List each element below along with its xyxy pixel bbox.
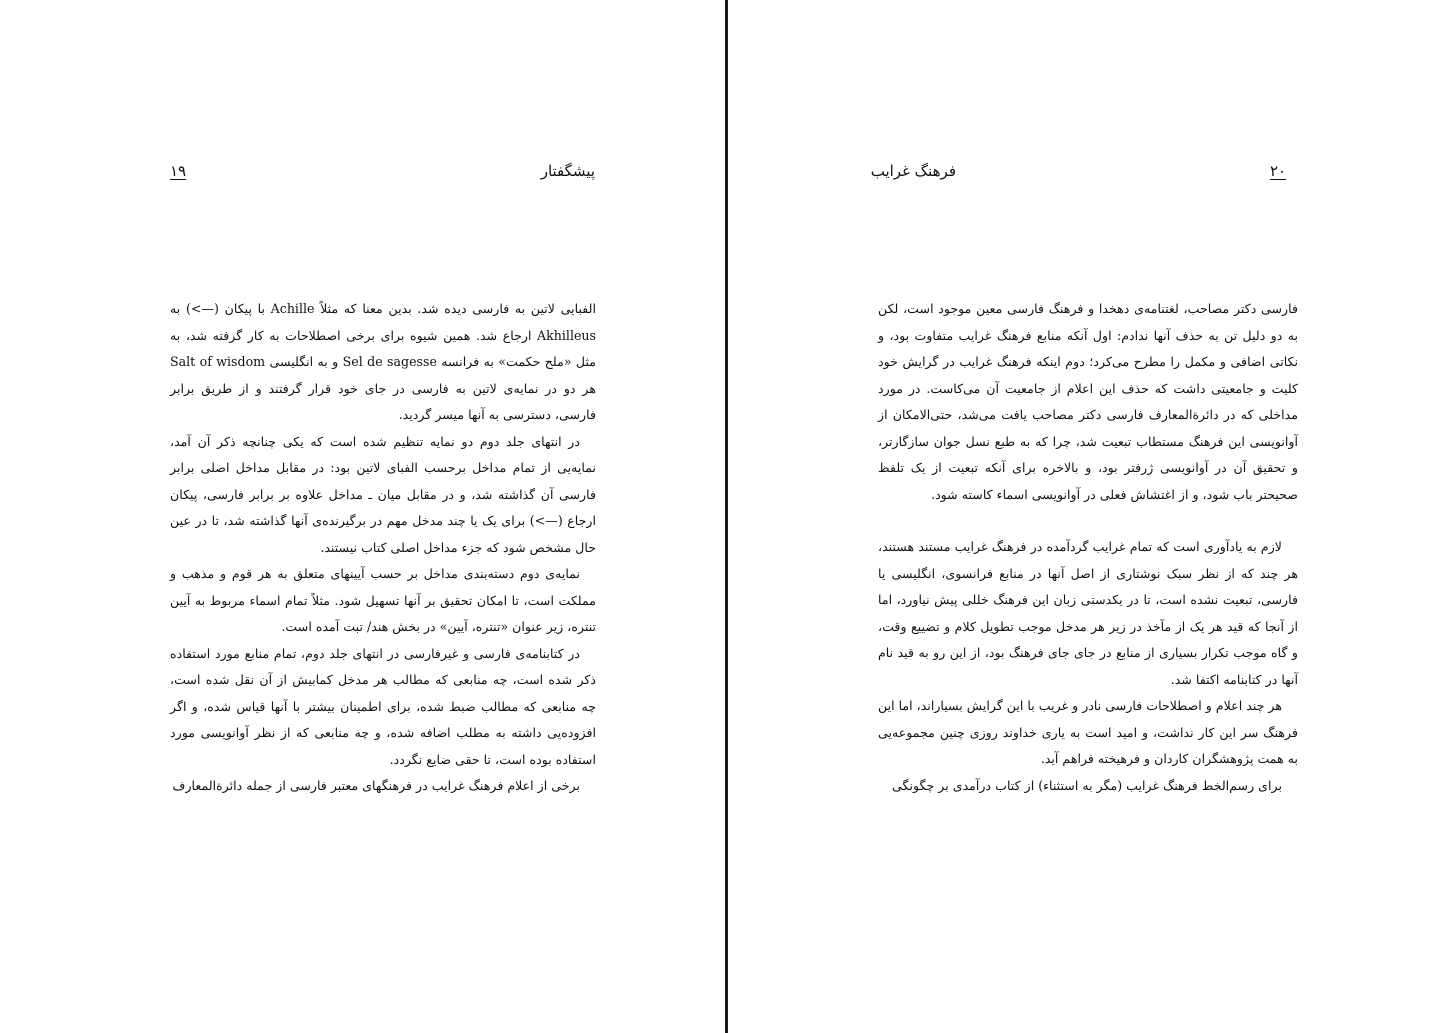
paragraph: هر چند اعلام و اصطلاحات فارسی نادر و غریب با این گرایش بسیاراند، اما این فرهنگ سر این کار نداشت، و امید است به یاری خداوند روزی چنین مجموعه‌یی به همت پژوهشگران کاردان و فرهیخته فراهم آید. (877, 698, 1298, 766)
left-page (0, 0, 725, 1033)
page-number: ۱۹ (170, 162, 187, 180)
paragraph: الفبایی لاتین به فارسی دیده شد. بدین معنا که مثلاً Achille با پیکان (—>) به Akhilleus ارجاع شد. همین شیوه برای برخی اصطلاحات به کار گرفته شد، به مثل «ملح حکمت» به فرانسه Sel de sagesse و به انگلیسی Salt of wisdom هر دو در نمایه‌ی لاتین به فارسی در جای خود قرار گرفتند و از طریق برابر فارسی، دسترسی به آنها میسر گردید. (170, 301, 596, 422)
running-head: پیشگفتار (540, 162, 595, 180)
paragraph: در انتهای جلد دوم دو نمایه تنظیم شده است که یکی چنانچه ذکر آن آمد، نمایه‌یی از تمام مداخل برحسب الفبای لاتین بود: در مقابل مداخل اصلی برابر فارسی آن گذاشته شد، و در مقابل میان ـ مداخل علاوه بر برابر فارسی، پیکان ارجاع (—>) برای یک یا چند مدخل مهم در برگیرنده‌ی آنها گذاشته شد، تا در عین حال مشخص شود که جزء مداخل اصلی کتاب نیستند. (170, 433, 596, 555)
paragraph: نمایه‌ی دوم دسته‌بندی مداخل بر حسب آیینهای متعلق به هر قوم و مذهب و مملکت است، تا امکان تحقیق بر آنها تسهیل شود. مثلاً تمام اسماء مربوط به آیین تنتره، زیر عنوان «تنتره، آیین» در بخش هند/ تبت آمده است. (170, 566, 596, 634)
right-page (728, 0, 1455, 1033)
paragraph: فارسی دکتر مصاحب، لغتنامه‌ی دهخدا و فرهنگ فارسی معین موجود است، لکن به دو دلیل تن به حذف آنها ندادم: اول آنکه منابع فرهنگ غرایب متفاوت بود، و نکاتی اضافی و مکمل را مطرح می‌کرد؛ دوم اینکه فرهنگ غرایب در گرایش خود کلیت و جامعیتی داشت که حذف این اعلام از جامعیت آن می‌کاست. در مورد مداخلی که در دائرةالمعارف فارسی دکتر مصاحب یافت می‌شد، حتی‌الامکان از آوانویسی این فرهنگ مستطاب تبعیت شد، چرا که به طبع نسل جوان سازگارتر، و تحقیق آن در آوانویسی ژرفتر بود، و بالاخره برای آنکه تبعیت از یک تلفظ صحیحتر باب شود، و از اغتشاش فعلی در آوانویسی اسماء کاسته شود. (878, 301, 1298, 502)
paragraph: لازم به یادآوری است که تمام غرایب گردآمده در فرهنگ غرایب مستند هستند، هر چند که از نظر سبک نوشتاری از اصل آنها در منابع فرانسوی، انگلیسی یا فارسی، تبعیت نشده است، تا در یکدستی زبان این فرهنگ خللی پیش نیاورد، اما از آنجا که قید هر یک از مآخذ در زیر هر مدخل موجب تطویل کلام و تضییع وقت، و گاه موجب تکرار بسیاری از منابع در جای جای فرهنگ بود، از این رو به قید نام آنها در کتابنامه اکتفا شد. (878, 539, 1298, 687)
paragraph: در کتابنامه‌ی فارسی و غیرفارسی در انتهای جلد دوم، تمام منابع مورد استفاده ذکر شده است، چه منابعی که مطالب هر مدخل کمابیش از آن نقل شده است، چه منابعی که مطالب ضبط شده، برای اطمینان بیشتر با آنها قیاس شده، و اگر افزوده‌یی داشته به مطلب اضافه شده، و چه منابعی که از نظر آوانویسی مورد استفاده بوده است، تا حقی ضایع نگردد. (170, 645, 596, 767)
body-text (170, 296, 596, 800)
paragraph-spacer (878, 508, 1298, 534)
page-number: ۲۰ (1270, 162, 1287, 180)
running-head: فرهنگ غرایب (870, 162, 956, 180)
paragraph: برای رسم‌الخط فرهنگ غرایب (مگر به استثناء) از کتاب درآمدی بر چگونگی (892, 777, 1282, 793)
paragraph: برخی از اعلام فرهنگ غرایب در فرهنگهای معتبر فارسی از جمله دائرةالمعارف (172, 778, 580, 793)
body-text (878, 296, 1298, 799)
